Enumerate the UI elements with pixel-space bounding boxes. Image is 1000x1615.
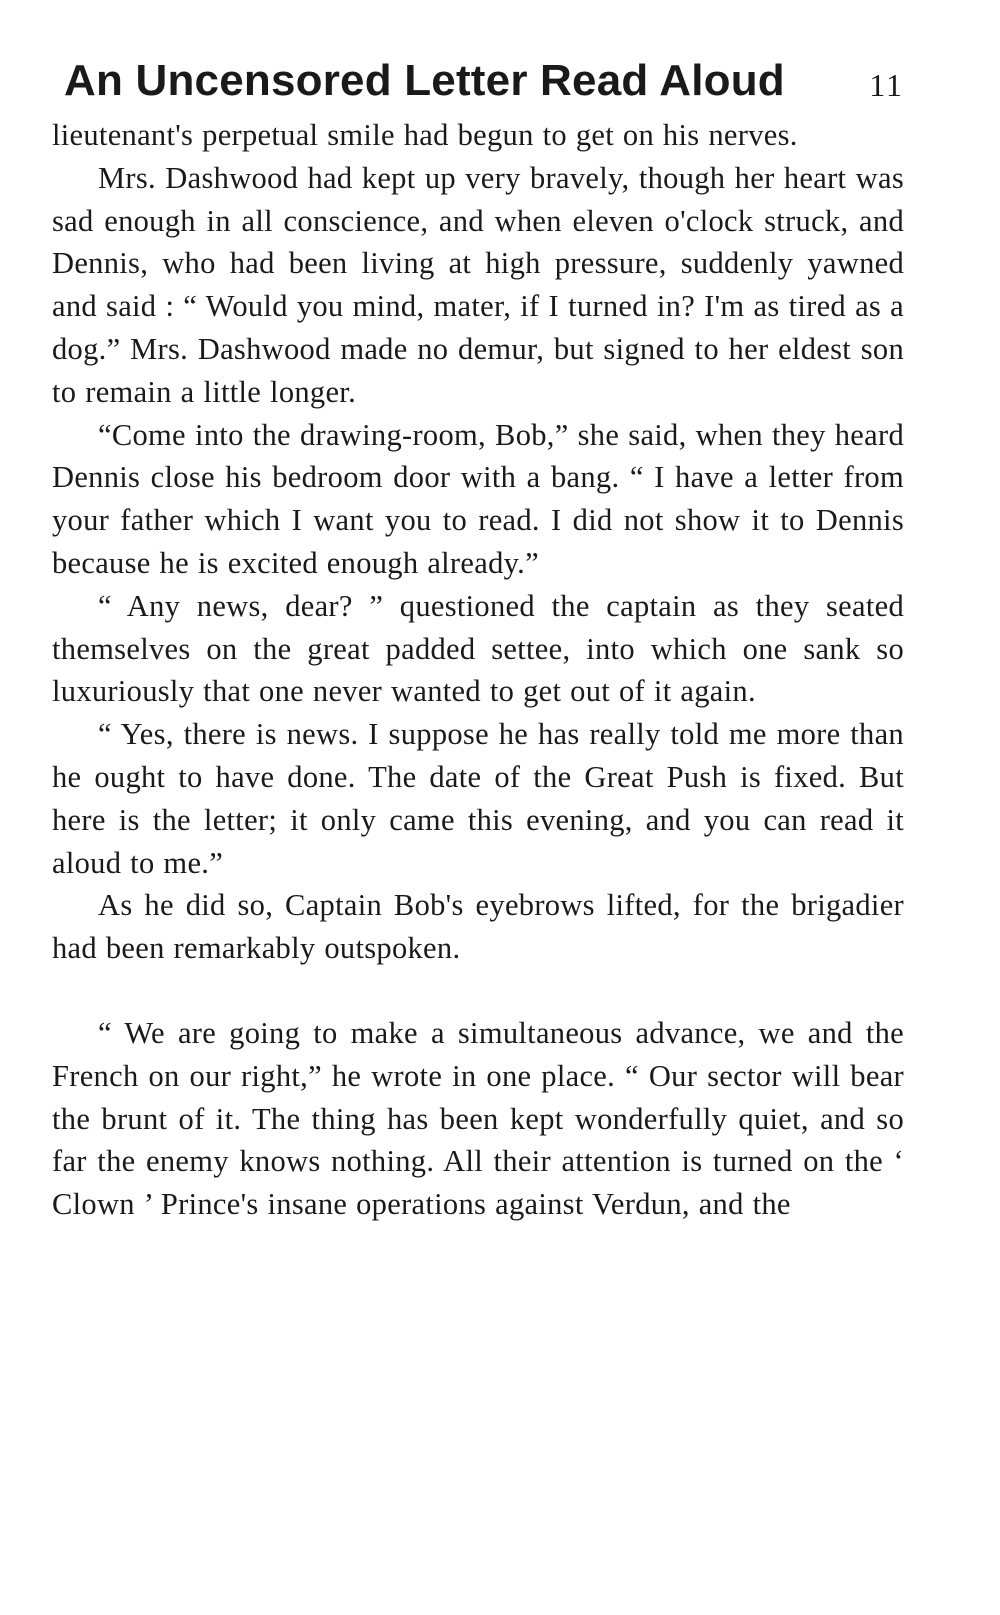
- paragraph: lieutenant's perpetual smile had begun to get on his nerves.: [52, 118, 798, 152]
- letter-paragraph: “ We are going to make a simultaneous advance, we and the French on our right,” he wrote in one place. “ Our sector will bear the brunt of it. The thing has been kept wonderfully quiet, and so far the enemy knows nothing. All their attention is turned on the ‘ Clown ’ Prince's insane operations against Verdun, and the: [52, 1015, 904, 1222]
- book-page: [52, 52, 904, 1226]
- paragraph: “ Any news, dear? ” questioned the captain as they seated themselves on the great padded settee, into which one sank so luxuriously that one never wanted to get out of it again.: [52, 588, 904, 709]
- paragraph: Mrs. Dashwood had kept up very bravely, though her heart was sad enough in all conscience, and when eleven o'clock struck, and Dennis, who had been living at high pressure, suddenly yawned and said : “ Would you mind, mater, if I turned in? I'm as tired as a dog.” Mrs. Dashwood made no demur, but signed to her eldest son to remain a little longer.: [52, 160, 904, 409]
- paragraph: As he did so, Captain Bob's eyebrows lifted, for the brigadier had been remarkably outspoken.: [52, 888, 904, 966]
- paragraph: “Come into the drawing-room, Bob,” she said, when they heard Dennis close his bedroom door with a bang. “ I have a letter from your father which I want you to read. I did not show it to Dennis because he is excited enough already.”: [52, 417, 904, 580]
- running-title: An Uncensored Letter Read Aloud: [64, 56, 785, 105]
- page-number: 11: [869, 67, 904, 103]
- paragraph: “ Yes, there is news. I suppose he has really told me more than he ought to have done. The date of the Great Push is fixed. But here is the letter; it only came this evening, and you can read it aloud to me.”: [52, 717, 904, 880]
- body-text: [52, 114, 904, 1226]
- page-header: [52, 52, 904, 110]
